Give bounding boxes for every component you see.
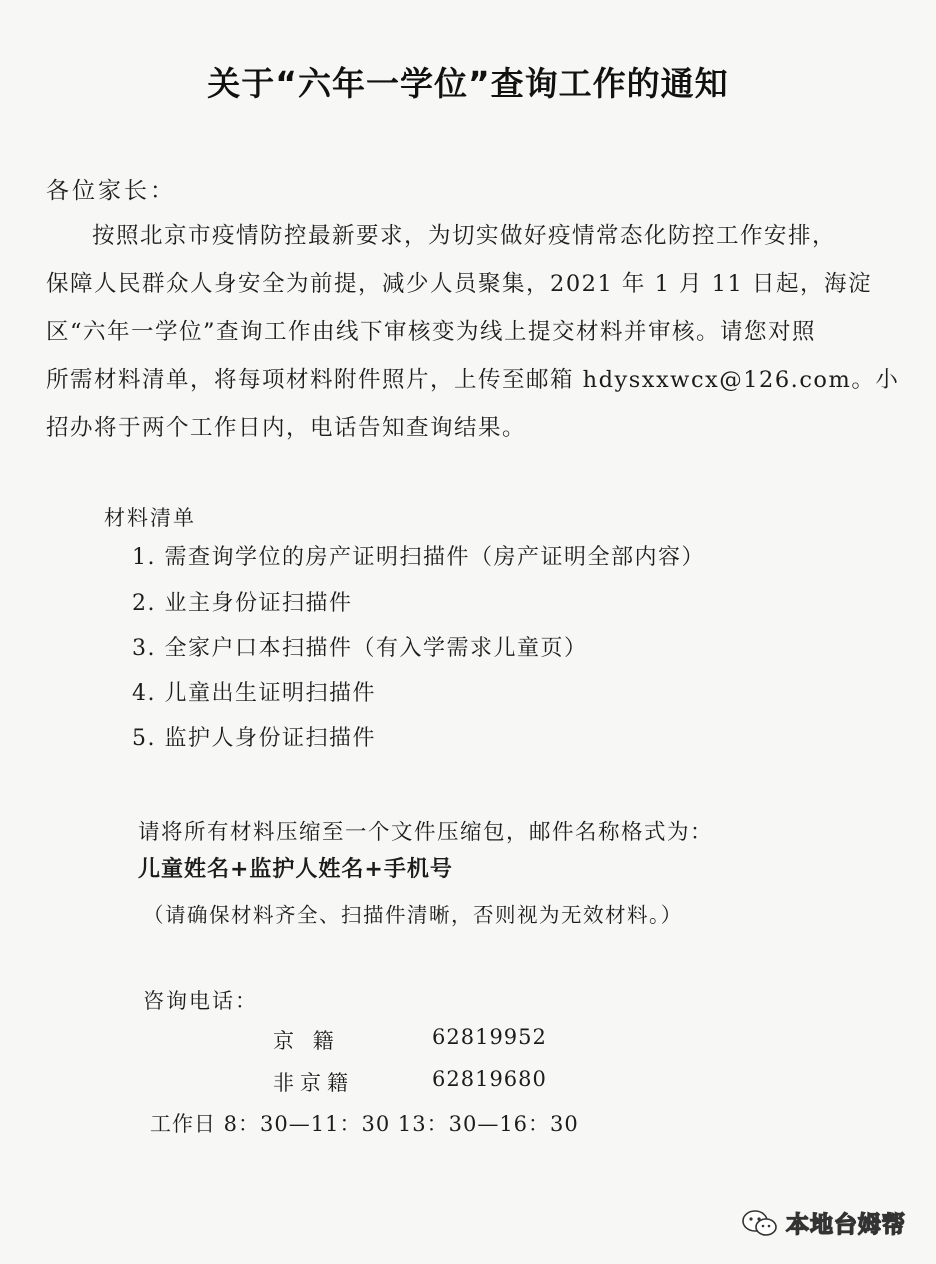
page-title: 关于“六年一学位”查询工作的通知 bbox=[207, 64, 729, 103]
email-name-format: 儿童姓名+监护人姓名+手机号 bbox=[138, 857, 453, 882]
material-item: 4. 儿童出生证明扫描件 bbox=[132, 681, 376, 706]
phone-label-beijing: 京 籍 bbox=[273, 1029, 340, 1053]
body-line: 所需材料清单，将每项材料附件照片，上传至邮箱 hdysxxwcx@126.com。小 bbox=[46, 367, 900, 393]
phone-number-beijing: 62819952 bbox=[432, 1025, 547, 1049]
working-hours: 工作日 8：30—11：30 13：30—16：30 bbox=[150, 1112, 579, 1136]
phone-number-non-beijing: 62819680 bbox=[432, 1067, 547, 1091]
salutation: 各位家长： bbox=[46, 178, 176, 204]
material-item: 1. 需查询学位的房产证明扫描件（房产证明全部内容） bbox=[132, 545, 705, 570]
body-line: 区“六年一学位”查询工作由线下审核变为线上提交材料并审核。请您对照 bbox=[46, 319, 817, 345]
contact-label: 咨询电话： bbox=[143, 989, 258, 1013]
materials-heading: 材料清单 bbox=[104, 506, 196, 530]
wechat-icon bbox=[740, 1208, 780, 1238]
material-item: 3. 全家户口本扫描件（有入学需求儿童页） bbox=[132, 636, 588, 661]
material-item: 5. 监护人身份证扫描件 bbox=[132, 726, 376, 751]
submission-instruction: 请将所有材料压缩至一个文件压缩包，邮件名称格式为： bbox=[138, 820, 714, 845]
phone-label-non-beijing: 非京籍 bbox=[273, 1071, 354, 1095]
body-paragraph bbox=[46, 212, 900, 452]
body-line: 招办将于两个工作日内，电话告知查询结果。 bbox=[46, 415, 527, 441]
material-item: 2. 业主身份证扫描件 bbox=[132, 591, 353, 616]
watermark-text: 本地台姆帮 bbox=[786, 1212, 906, 1238]
body-line: 按照北京市疫情防控最新要求，为切实做好疫情常态化防控工作安排， bbox=[92, 223, 837, 249]
watermark bbox=[740, 1206, 906, 1239]
material-note: （请确保材料齐全、扫描件清晰，否则视为无效材料。） bbox=[143, 903, 683, 927]
body-line: 保障人民群众人身安全为前提，减少人员聚集，2021 年 1 月 11 日起，海淀 bbox=[46, 271, 872, 297]
